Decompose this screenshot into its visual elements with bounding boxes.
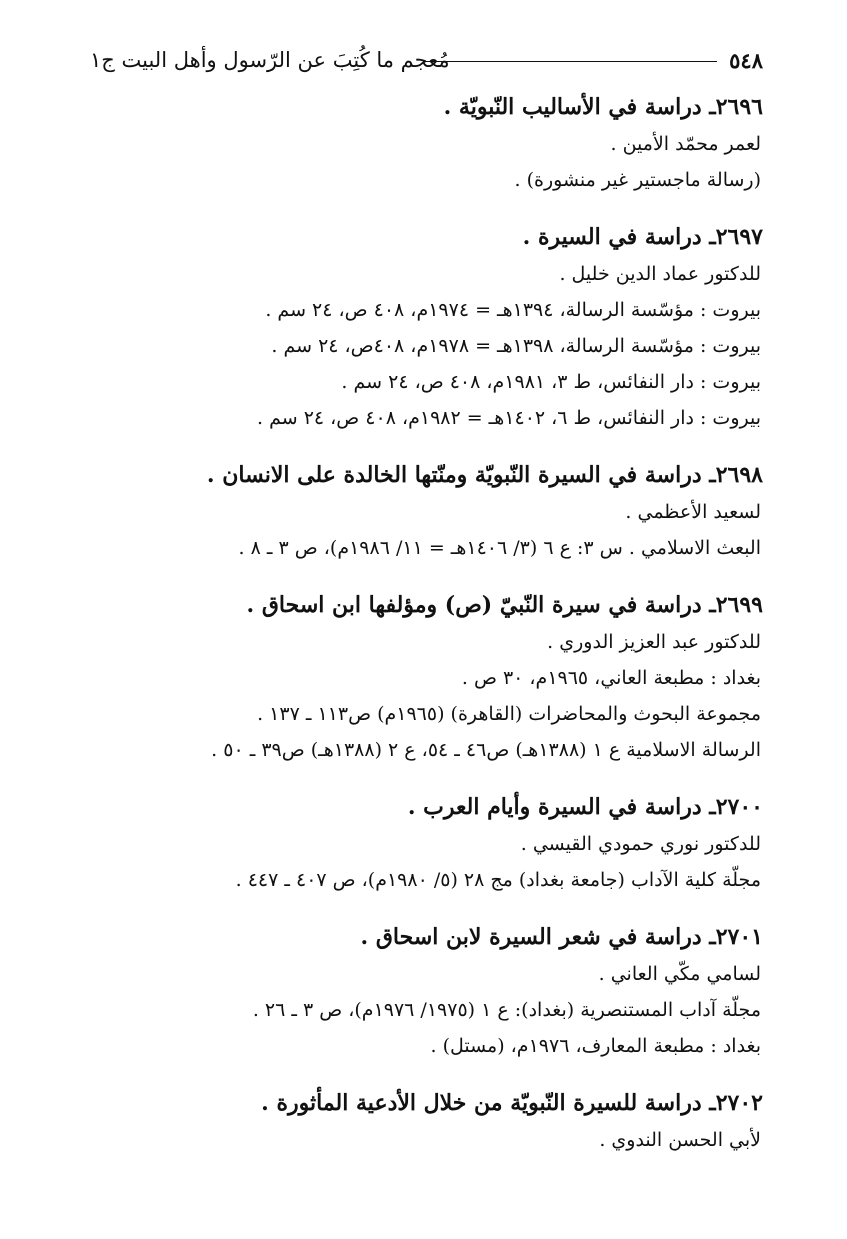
entry-publication-line: بغداد : مطبعة المعارف، ١٩٧٦م، (مستل) . bbox=[430, 1035, 761, 1057]
entry-publication-line: الرسالة الاسلامية ع ١ (١٣٨٨هـ) ص٤٦ ـ ٥٤، ع ٢ (١٣٨٨هـ) ص٣٩ ـ ٥٠ . bbox=[211, 739, 761, 761]
header-rule bbox=[423, 61, 717, 62]
bibliography-entry bbox=[40, 218, 763, 436]
entry-publication-line: بغداد : مطبعة العاني، ١٩٦٥م، ٣٠ ص . bbox=[461, 667, 761, 689]
entry-title: ٢٦٩٦ـ دراسة في الأساليب النّبويّة . bbox=[443, 94, 763, 120]
entry-author: لسعيد الأعظمي . bbox=[625, 501, 761, 523]
running-title: مُعجم ما كُتِبَ عن الرّسول وأهل البيت ج١ bbox=[90, 48, 450, 72]
entry-publication-line: مجلّة كلية الآداب (جامعة بغداد) مج ٢٨ (٥/ ١٩٨٠م)، ص ٤٠٧ ـ ٤٤٧ . bbox=[235, 869, 761, 891]
entry-author: للدكتور نوري حمودي القيسي . bbox=[520, 833, 761, 855]
entry-title: ٢٦٩٨ـ دراسة في السيرة النّبويّة ومنّتها الخالدة على الانسان . bbox=[206, 462, 763, 488]
bibliography-entry bbox=[40, 88, 763, 198]
entry-publication-line: بيروت : دار النفائس، ط ٣، ١٩٨١م، ٤٠٨ ص، ٢٤ سم . bbox=[341, 371, 761, 393]
bibliography-entry bbox=[40, 788, 763, 898]
page-number: ٥٤٨ bbox=[729, 47, 763, 73]
entry-publication-line: البعث الاسلامي . س ٣: ع ٦ (٣/ ١٤٠٦هـ = ١١/ ١٩٨٦م)، ص ٣ ـ ٨ . bbox=[238, 537, 761, 559]
entry-publication-line: مجموعة البحوث والمحاضرات (القاهرة) (١٩٦٥م) ص١١٣ ـ ١٣٧ . bbox=[257, 703, 761, 725]
entry-publication-line: بيروت : مؤسّسة الرسالة، ١٣٩٨هـ = ١٩٧٨م، ٤٠٨ص، ٢٤ سم . bbox=[271, 335, 761, 357]
entry-publication-line: بيروت : دار النفائس، ط ٦، ١٤٠٢هـ = ١٩٨٢م، ٤٠٨ ص، ٢٤ سم . bbox=[257, 407, 761, 429]
entry-title: ٢٧٠٢ـ دراسة للسيرة النّبويّة من خلال الأدعية المأثورة . bbox=[261, 1090, 763, 1116]
bibliography-entries bbox=[40, 88, 763, 1178]
entry-publication-line: مجلّة آداب المستنصرية (بغداد): ع ١ (١٩٧٥/ ١٩٧٦م)، ص ٣ ـ ٢٦ . bbox=[252, 999, 761, 1021]
entry-title: ٢٦٩٩ـ دراسة في سيرة النّبيّ (ص) ومؤلفها ابن اسحاق . bbox=[246, 592, 763, 618]
page-header bbox=[90, 40, 763, 80]
entry-author: لعمر محمّد الأمين . bbox=[610, 133, 761, 155]
entry-author: للدكتور عبد العزيز الدوري . bbox=[547, 631, 761, 653]
entry-publication-line: (رسالة ماجستير غير منشورة) . bbox=[514, 169, 761, 191]
entry-title: ٢٧٠٠ـ دراسة في السيرة وأيام العرب . bbox=[407, 794, 763, 820]
entry-title: ٢٦٩٧ـ دراسة في السيرة . bbox=[522, 224, 763, 250]
bibliography-entry bbox=[40, 586, 763, 768]
bibliography-entry bbox=[40, 918, 763, 1064]
entry-publication-line: بيروت : مؤسّسة الرسالة، ١٣٩٤هـ = ١٩٧٤م، ٤٠٨ ص، ٢٤ سم . bbox=[265, 299, 761, 321]
entry-author: لسامي مكّي العاني . bbox=[598, 963, 761, 985]
bibliography-entry bbox=[40, 456, 763, 566]
bibliography-entry bbox=[40, 1084, 763, 1158]
entry-author: للدكتور عماد الدين خليل . bbox=[559, 263, 761, 285]
entry-author: لأبي الحسن الندوي . bbox=[599, 1129, 761, 1151]
entry-title: ٢٧٠١ـ دراسة في شعر السيرة لابن اسحاق . bbox=[360, 924, 763, 950]
